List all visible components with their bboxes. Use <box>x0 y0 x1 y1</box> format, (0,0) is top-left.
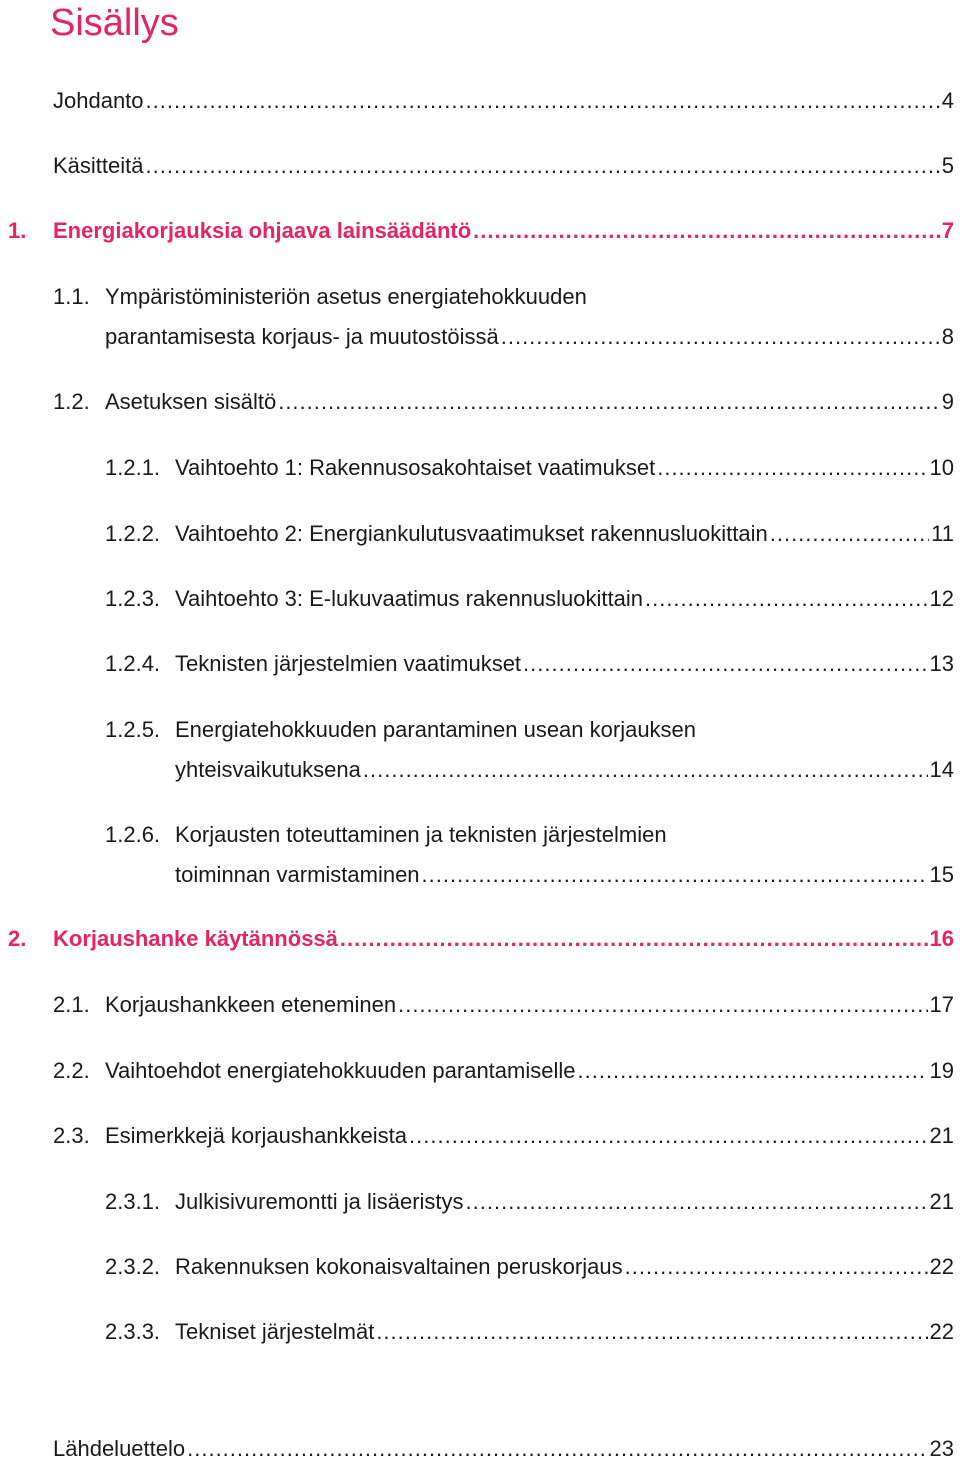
toc-page-number: 17 <box>929 992 954 1017</box>
toc-entry-text: Käsitteitä <box>53 153 144 178</box>
toc-page-number: 9 <box>941 389 954 414</box>
toc-entry-number: 1. <box>8 218 27 243</box>
toc-entry-number: 1.1. <box>53 284 90 309</box>
toc-page-number: 4 <box>941 88 954 113</box>
toc-page-number: 22 <box>929 1254 954 1279</box>
toc-chapter-1[interactable] <box>8 216 954 246</box>
toc-entry-2-3[interactable] <box>53 1121 954 1151</box>
toc-leader-dots <box>146 86 940 116</box>
toc-entry-text: Korjaushanke käytännössä <box>53 926 338 951</box>
toc-leader-dots <box>473 216 940 246</box>
toc-entry-text: Korjausten toteuttaminen ja teknisten järjestelmien <box>175 822 667 847</box>
toc-entry-1-2[interactable] <box>53 387 954 417</box>
toc-entry-1-2-4[interactable] <box>105 649 954 679</box>
toc-entry-number: 2. <box>8 926 27 951</box>
toc-page-number: 7 <box>941 218 954 243</box>
toc-entry-text: Ympäristöministeriön asetus energiatehokkuuden <box>105 284 587 309</box>
toc-page-number: 14 <box>929 757 954 782</box>
toc-page-number: 8 <box>941 324 954 349</box>
toc-entry-number: 2.3.1. <box>105 1189 161 1214</box>
toc-leader-dots <box>645 584 928 614</box>
toc-leader-dots <box>340 924 928 954</box>
toc-entry-2-2[interactable] <box>53 1056 954 1086</box>
toc-entry-text: Vaihtoehdot energiatehokkuuden parantamiselle <box>105 1058 576 1083</box>
toc-entry-text: Teknisten järjestelmien vaatimukset <box>175 651 522 676</box>
toc-entry-kasitteita[interactable] <box>53 151 954 181</box>
toc-entry-text: Tekniset järjestelmät <box>175 1319 375 1344</box>
toc-page-number: 12 <box>929 586 954 611</box>
page-title: Sisällys <box>50 2 179 44</box>
toc-entry-1-2-1[interactable] <box>105 453 954 483</box>
toc-entry-number: 2.3.3. <box>105 1319 161 1344</box>
toc-entry-text: Vaihtoehto 2: Energiankulutusvaatimukset rakennusluokittain <box>175 521 768 546</box>
toc-entry-text: Energiakorjauksia ohjaava lainsäädäntö <box>53 218 472 243</box>
toc-entry-number: 1.2.1. <box>105 455 161 480</box>
toc-entry-1-2-5[interactable] <box>105 715 954 785</box>
toc-page-number: 23 <box>929 1436 954 1461</box>
toc-chapter-2[interactable] <box>8 924 954 954</box>
toc-entry-number: 2.3.2. <box>105 1254 161 1279</box>
toc-entry-text: Asetuksen sisältö <box>105 389 277 414</box>
toc-leader-dots <box>466 1187 928 1217</box>
toc-entry-2-3-3[interactable] <box>105 1317 954 1347</box>
toc-entry-number: 1.2.3. <box>105 586 161 611</box>
toc-page-number: 16 <box>929 926 954 951</box>
toc-entry-text: Johdanto <box>53 88 144 113</box>
toc-leader-dots <box>657 453 927 483</box>
toc-leader-dots <box>422 860 928 890</box>
toc-leader-dots <box>376 1317 927 1347</box>
toc-entry-number: 2.2. <box>53 1058 90 1083</box>
toc-entry-number: 1.2.5. <box>105 717 161 742</box>
toc-leader-dots <box>398 990 927 1020</box>
toc-entry-text: Julkisivuremontti ja lisäeristys <box>175 1189 464 1214</box>
toc-entry-number: 1.2. <box>53 389 90 414</box>
toc-leader-dots <box>501 322 940 352</box>
toc-entry-1-2-6[interactable] <box>105 820 954 890</box>
toc-entry-1-1[interactable] <box>53 282 954 352</box>
toc-page-number: 19 <box>929 1058 954 1083</box>
toc-leader-dots <box>187 1434 927 1464</box>
toc-page-number: 22 <box>929 1319 954 1344</box>
toc-entry-text-cont: yhteisvaikutuksena <box>175 757 361 782</box>
toc-entry-text: Lähdeluettelo <box>53 1436 186 1461</box>
toc-page-number: 13 <box>929 651 954 676</box>
toc-entry-1-2-3[interactable] <box>105 584 954 614</box>
toc-entry-text-cont: toiminnan varmistaminen <box>175 862 420 887</box>
toc-leader-dots <box>146 151 940 181</box>
toc-entry-number: 1.2.4. <box>105 651 161 676</box>
toc-leader-dots <box>578 1056 928 1086</box>
toc-leader-dots <box>625 1252 928 1282</box>
toc-entry-text: Vaihtoehto 1: Rakennusosakohtaiset vaatimukset <box>175 455 656 480</box>
toc-entry-number: 2.3. <box>53 1123 90 1148</box>
toc-page-number: 21 <box>929 1189 954 1214</box>
toc-entry-johdanto[interactable] <box>53 86 954 116</box>
toc-leader-dots <box>278 387 940 417</box>
toc-entry-2-3-1[interactable] <box>105 1187 954 1217</box>
toc-entry-number: 2.1. <box>53 992 90 1017</box>
toc-page-number: 5 <box>941 153 954 178</box>
toc-entry-1-2-2[interactable] <box>105 519 954 549</box>
toc-leader-dots <box>523 649 927 679</box>
toc-entry-2-1[interactable] <box>53 990 954 1020</box>
toc-entry-text: Vaihtoehto 3: E-lukuvaatimus rakennusluokittain <box>175 586 643 611</box>
toc-leader-dots <box>409 1121 927 1151</box>
toc-entry-number: 1.2.2. <box>105 521 161 546</box>
toc-entry-text: Esimerkkejä korjaushankkeista <box>105 1123 408 1148</box>
toc-entry-number: 1.2.6. <box>105 822 161 847</box>
toc-entry-lahdeluettelo[interactable] <box>53 1434 954 1464</box>
toc-page-number: 10 <box>929 455 954 480</box>
toc-entry-text: Korjaushankkeen eteneminen <box>105 992 397 1017</box>
toc-entry-2-3-2[interactable] <box>105 1252 954 1282</box>
toc-leader-dots <box>770 519 929 549</box>
toc-entry-text: Energiatehokkuuden parantaminen usean korjauksen <box>175 717 697 742</box>
toc-page-number: 11 <box>931 521 954 546</box>
toc-entry-text: Rakennuksen kokonaisvaltainen peruskorjaus <box>175 1254 623 1279</box>
toc-page-number: 21 <box>929 1123 954 1148</box>
toc-page-number: 15 <box>929 862 954 887</box>
toc-entry-text-cont: parantamisesta korjaus- ja muutostöissä <box>105 324 499 349</box>
toc-leader-dots <box>363 755 928 785</box>
